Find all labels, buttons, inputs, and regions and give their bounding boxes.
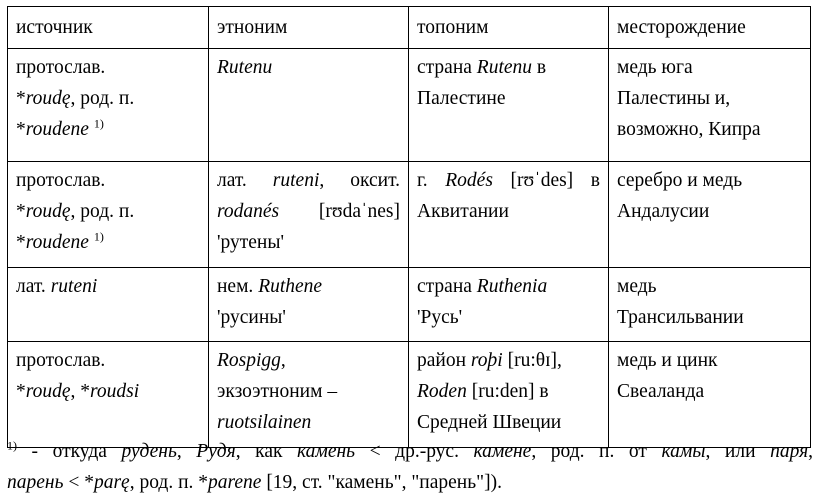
table-header-row [8, 7, 811, 49]
table-row [8, 268, 811, 342]
cell-deposit: медь и цинк Свеаланда [609, 342, 811, 448]
header-toponym: топоним [409, 7, 609, 49]
cell-toponym: страна Ruthenia 'Русь' [409, 268, 609, 342]
footnote-ref: 1) [93, 116, 104, 131]
table-row [8, 342, 811, 448]
footnote-ref: 1) [93, 229, 104, 244]
cell-toponym: район roþi [ru:θɪ], Roden [ru:den] в Средней Швеции [409, 342, 609, 448]
table-row [8, 162, 811, 268]
footnote: $^{1)}$ - откуда рудень, Рудя, как камень < др.-рус. камене, род. п. от камы, или паря, парень < *parę, род. п. *parene [19, ст. "камень", "парень"]). [7, 438, 814, 493]
footnote-marker: 1) [7, 438, 17, 453]
cell-deposit: медь юга Палестины и, возможно, Кипра [609, 49, 811, 162]
cell-source: протослав. *roudę, род. п. *roudene $^{1)}$ [8, 49, 209, 162]
cell-ethnonym: лат. ruteni, оксит. rodanés [rʊdaˈnes] 'рутены' [209, 162, 409, 268]
cell-source: протослав. *roudę, *roudsi [8, 342, 209, 448]
cell-ethnonym: нем. Ruthene 'русины' [209, 268, 409, 342]
header-deposit: месторождение [609, 7, 811, 49]
etymology-table [7, 6, 811, 448]
cell-toponym: г. Rodés [rʊˈdes] в Аквитании [409, 162, 609, 268]
cell-source: лат. ruteni [8, 268, 209, 342]
table-row [8, 49, 811, 162]
cell-ethnonym: Rospigg, экзоэтноним – ruotsilainen [209, 342, 409, 448]
cell-deposit: серебро и медь Андалусии [609, 162, 811, 268]
header-ethnonym: этноним [209, 7, 409, 49]
cell-ethnonym: Rutenu [209, 49, 409, 162]
header-source: источник [8, 7, 209, 49]
cell-toponym: страна Rutenu в Палестине [409, 49, 609, 162]
cell-deposit: медь Трансильвании [609, 268, 811, 342]
cell-source: протослав. *roudę, род. п. *roudene $^{1)}$ [8, 162, 209, 268]
